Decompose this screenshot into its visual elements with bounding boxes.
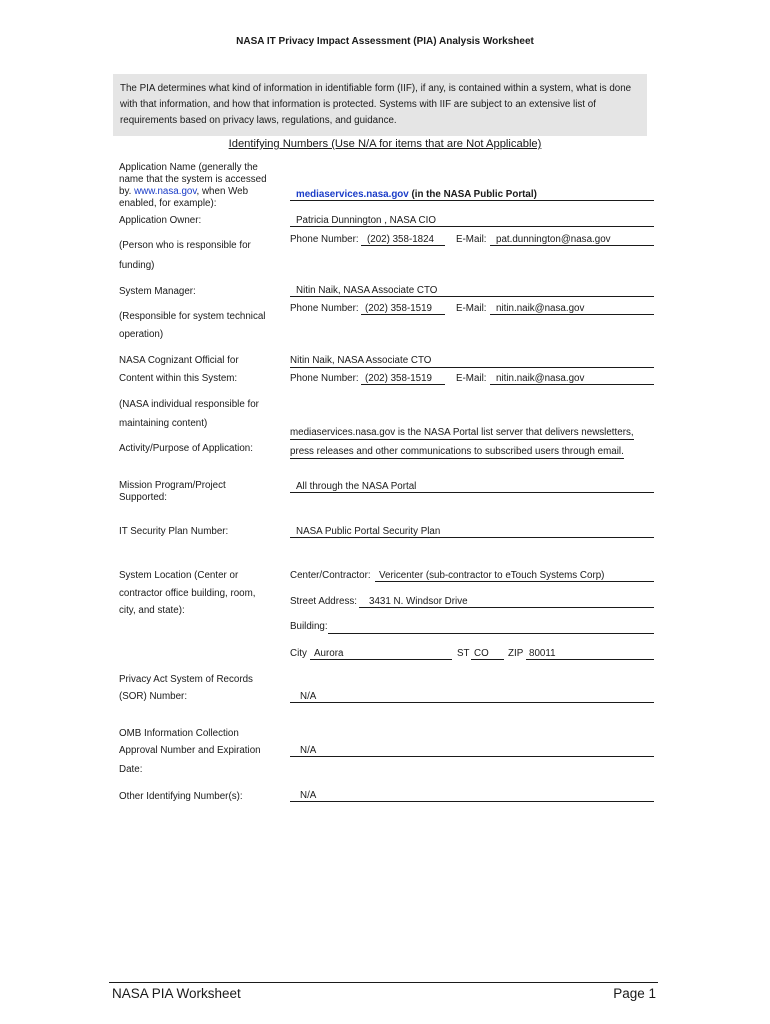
contractor-label: Center/Contractor:	[290, 570, 371, 581]
cognizant-official-label-2: Content within this System:	[119, 373, 238, 384]
cognizant-official-phone: (202) 358-1519	[361, 373, 445, 385]
page-number: Page 1	[613, 986, 656, 1001]
app-owner-email: pat.dunnington@nasa.gov	[490, 234, 654, 246]
app-owner-email-label: E-Mail:	[456, 234, 487, 245]
building-label: Building:	[290, 621, 328, 632]
location-label-3: city, and state):	[119, 605, 185, 616]
intro-line-3: requirements based on privacy laws, regulations, and guidance.	[120, 115, 397, 126]
omb-label-3: Date:	[119, 764, 143, 775]
street-value: 3431 N. Windsor Drive	[359, 596, 654, 608]
intro-line-1: The PIA determines what kind of information in identifiable form (IIF), if any, is contained within a system, what is done	[120, 83, 632, 94]
system-manager-phone: (202) 358-1519	[361, 303, 445, 315]
city-value: Aurora	[310, 648, 452, 660]
mediaservices-link[interactable]: mediaservices.nasa.gov	[296, 189, 409, 200]
system-manager-name: Nitin Naik, NASA Associate CTO	[290, 285, 654, 297]
system-manager-email: nitin.naik@nasa.gov	[490, 303, 654, 315]
it-security-value: NASA Public Portal Security Plan	[290, 526, 654, 538]
street-label: Street Address:	[290, 596, 357, 607]
cognizant-official-label-1: NASA Cognizant Official for	[119, 355, 239, 366]
system-manager-phone-label: Phone Number:	[290, 303, 359, 314]
app-name-label: Application Name (generally the name that the system is accessed by. www.nasa.gov, when Web enabled, for example):	[119, 162, 267, 209]
activity-value-line-1: mediaservices.nasa.gov is the NASA Portal list server that delivers newsletters,	[290, 427, 634, 438]
city-label: City	[290, 648, 307, 659]
app-name-value: mediaservices.nasa.gov (in the NASA Public Portal)	[290, 189, 654, 201]
other-ids-label: Other Identifying Number(s):	[119, 791, 243, 802]
app-owner-phone-label: Phone Number:	[290, 234, 359, 245]
omb-value: N/A	[290, 745, 654, 757]
omb-label-1: OMB Information Collection	[119, 728, 239, 739]
cognizant-official-sublabel-1: (NASA individual responsible for	[119, 399, 259, 410]
building-value	[328, 621, 654, 634]
cognizant-official-name: Nitin Naik, NASA Associate CTO	[290, 355, 654, 368]
sor-label-2: (SOR) Number:	[119, 691, 188, 702]
activity-value-line-2: press releases and other communications to subscribed users through email.	[290, 446, 624, 457]
footer-title: NASA PIA Worksheet	[112, 986, 241, 1001]
system-manager-email-label: E-Mail:	[456, 303, 487, 314]
other-ids-value: N/A	[290, 790, 654, 802]
state-value: CO	[471, 648, 504, 660]
cognizant-official-email-label: E-Mail:	[456, 373, 487, 384]
contractor-value: Vericenter (sub-contractor to eTouch Systems Corp)	[375, 570, 654, 582]
mission-label: Mission Program/Project Supported:	[119, 480, 226, 503]
cognizant-official-phone-label: Phone Number:	[290, 373, 359, 384]
system-manager-label: System Manager:	[119, 286, 196, 297]
intro-box	[113, 74, 647, 136]
intro-line-2: with that information, and how that information is protected. Systems with IIF are subject to an extensive list of	[120, 99, 596, 110]
sor-value: N/A	[290, 691, 654, 703]
activity-label: Activity/Purpose of Application:	[119, 443, 253, 454]
app-owner-name: Patricia Dunnington , NASA CIO	[290, 215, 654, 227]
zip-label: ZIP	[508, 648, 524, 659]
cognizant-official-sublabel-2: maintaining content)	[119, 418, 208, 429]
location-label-2: contractor office building, room,	[119, 588, 256, 599]
app-owner-sublabel-2: funding)	[119, 260, 155, 271]
app-owner-label: Application Owner:	[119, 215, 202, 226]
section-title: Identifying Numbers (Use N/A for items that are Not Applicable)	[228, 138, 542, 150]
it-security-label: IT Security Plan Number:	[119, 526, 229, 537]
location-label-1: System Location (Center or	[119, 570, 239, 581]
sor-label-1: Privacy Act System of Records	[119, 674, 253, 685]
nasa-gov-link[interactable]: www.nasa.gov	[134, 186, 197, 197]
document-title: NASA IT Privacy Impact Assessment (PIA) Analysis Worksheet	[236, 36, 534, 47]
cognizant-official-email: nitin.naik@nasa.gov	[490, 373, 654, 385]
state-label: ST	[457, 648, 470, 659]
footer-divider	[109, 982, 658, 983]
system-manager-sublabel-1: (Responsible for system technical	[119, 311, 266, 322]
app-owner-phone: (202) 358-1824	[361, 234, 445, 246]
zip-value: 80011	[526, 648, 654, 660]
app-owner-sublabel-1: (Person who is responsible for	[119, 240, 251, 251]
system-manager-sublabel-2: operation)	[119, 329, 164, 340]
omb-label-2: Approval Number and Expiration	[119, 745, 261, 756]
mission-value: All through the NASA Portal	[290, 481, 654, 493]
